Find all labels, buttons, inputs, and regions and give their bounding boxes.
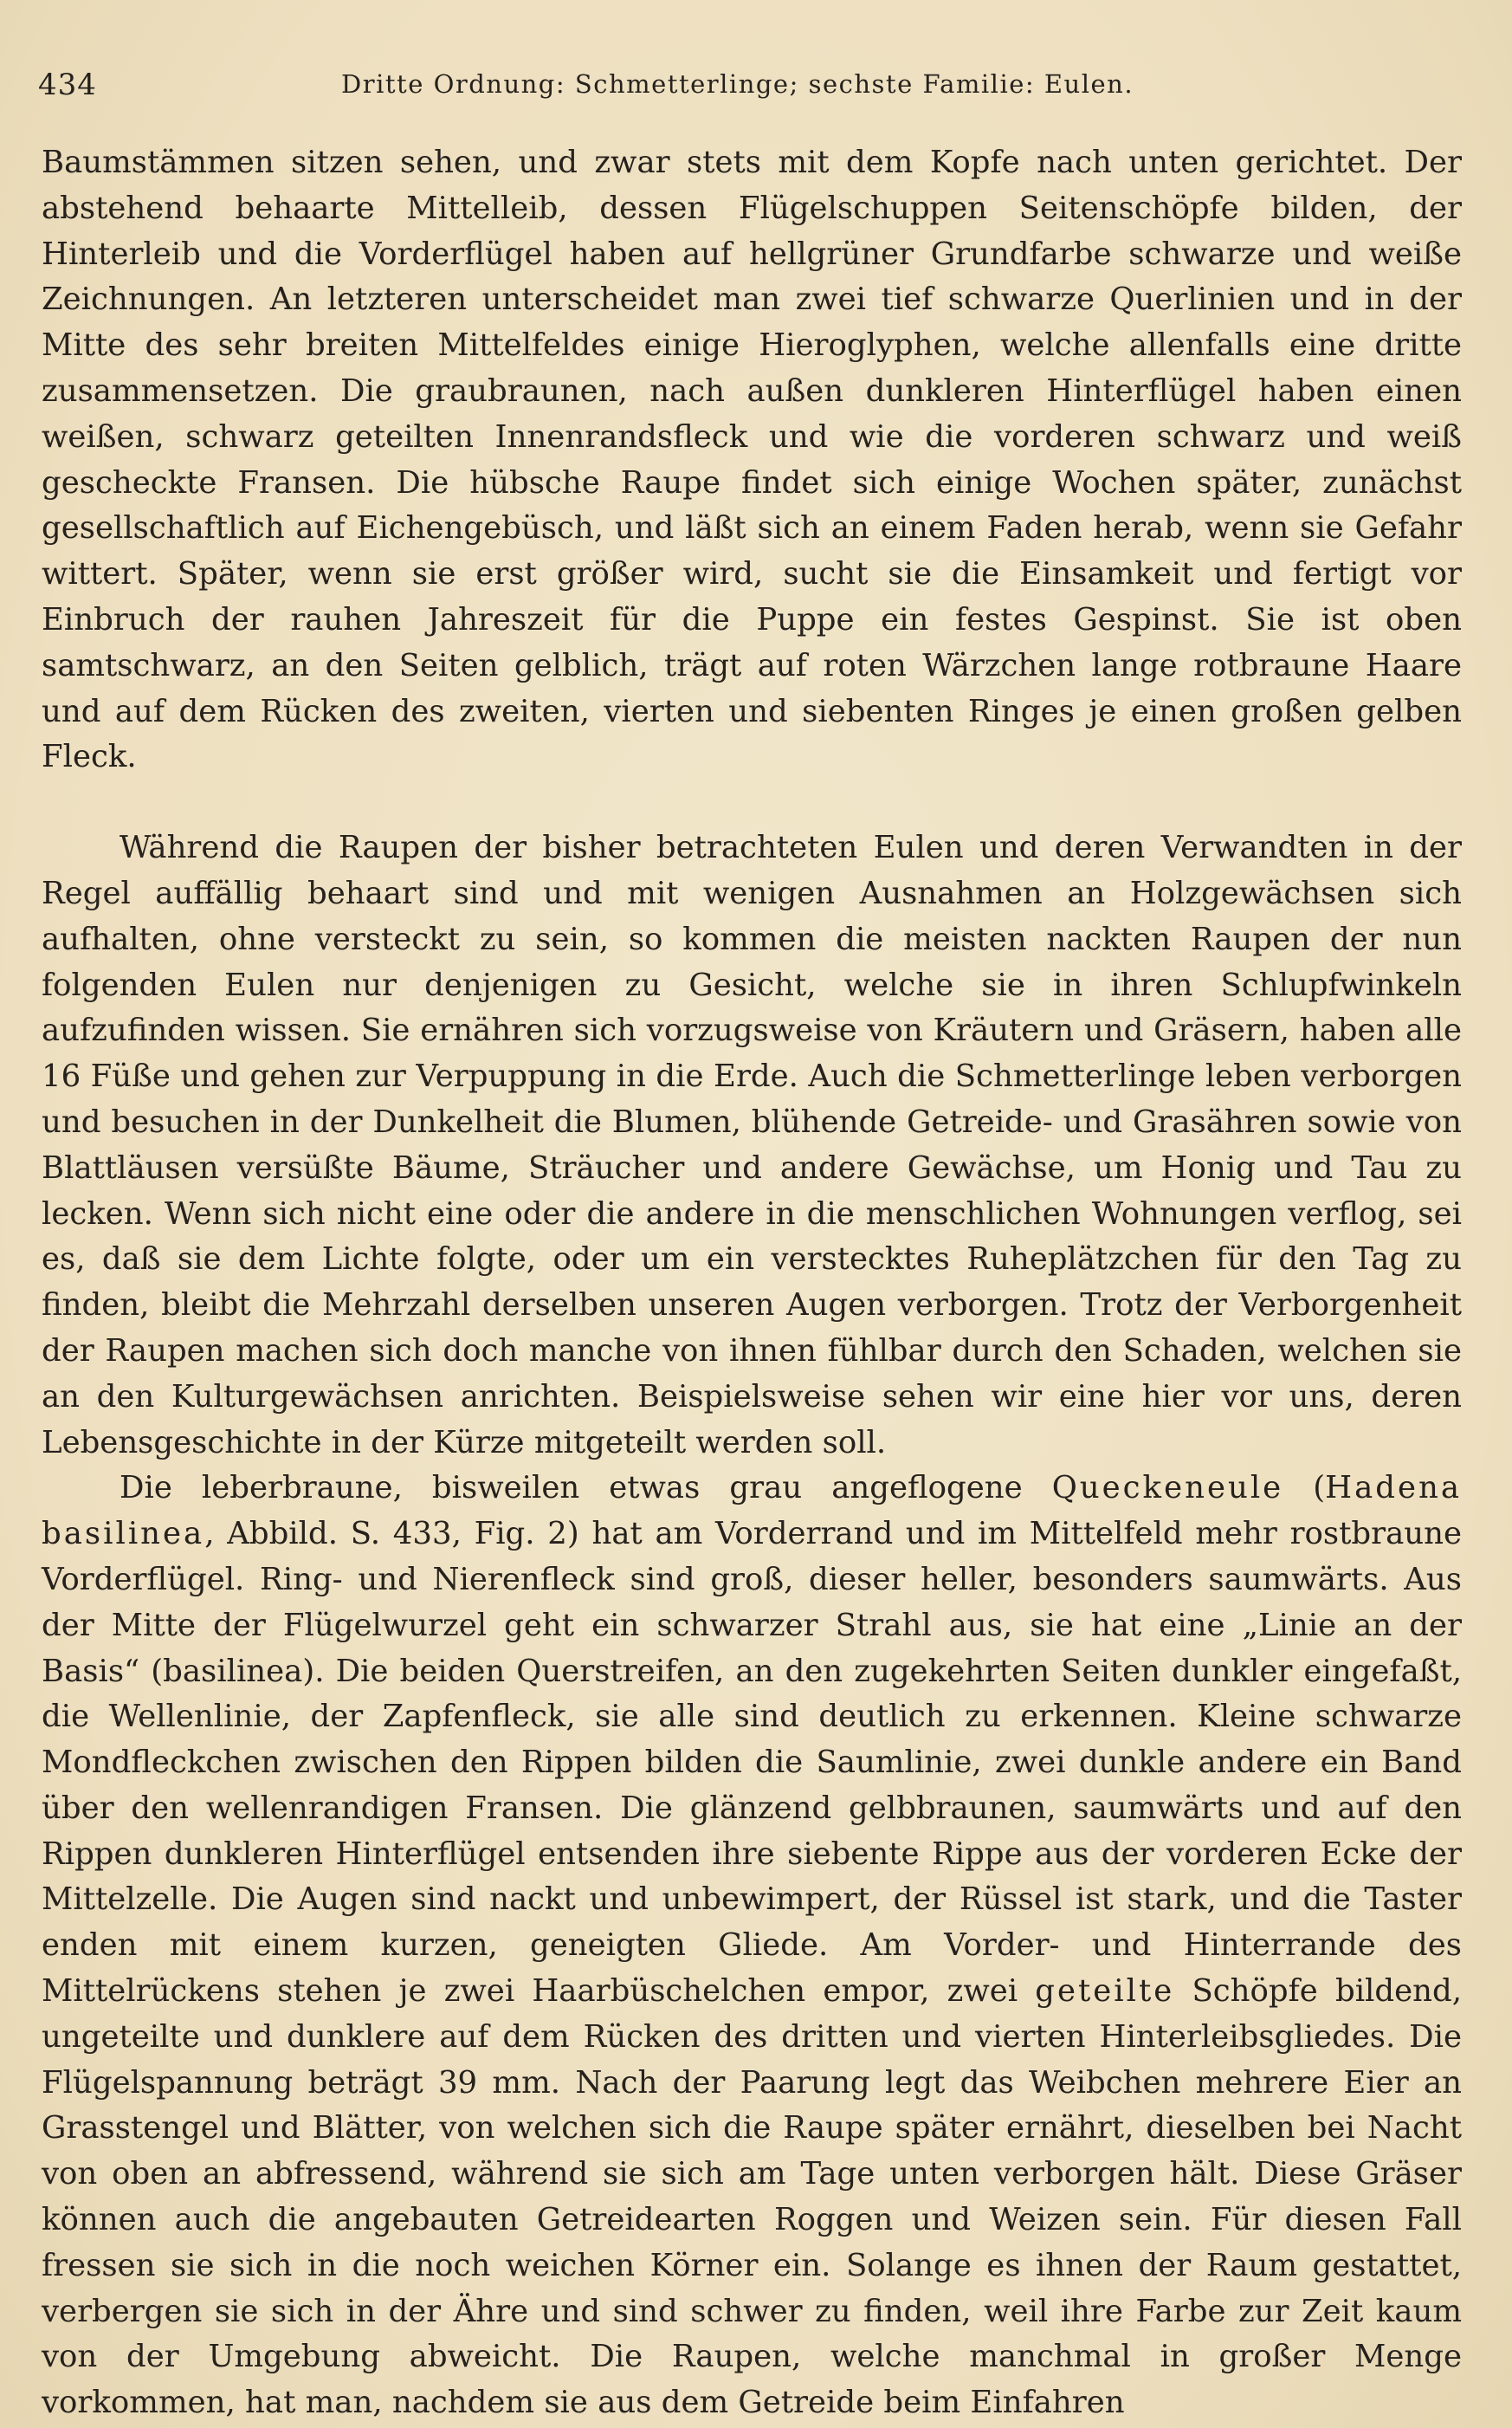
text-run: , Abbild. S. 433, Fig. 2) hat am Vorderrand und im Mittelfeld mehr rostbraune Vorderflügel. Ring- und Nierenfleck sind groß, dieser heller, besonders saumwärts. Aus der Mitte der Flügelwurzel geht ein schwarzer Strahl aus, sie hat eine „Linie an der Basis“ (basilinea). Die beiden Querstreifen, an den zugekehrten Seiten dunkler eingefaßt, die Wellenlinie, der Zapfenfleck, sie alle sind deutlich zu erkennen. Kleine schwarze Mondfleckchen zwischen den Rippen bilden die Saumlinie, zwei dunkle andere ein Band über den wellenrandigen Fransen. Die glänzend gelbbraunen, saumwärts und auf den Rippen dunkleren Hinterflügel entsenden ihre siebente Rippe aus der vorderen Ecke der Mittelzelle. Die Augen sind nackt und unbewimpert, der Rüssel ist stark, und die Taster enden mit einem kurzen, geneigten Gliede. Am Vorder- und Hinterrande des Mittelrückens stehen je zwei Haarbüschelchen empor, zwei bbox=[42, 1516, 1462, 2010]
text-run: Schöpfe bildend, ungeteilte und dunklere auf dem Rücken des dritten und vierten Hinterleibsgliedes. Die Flügelspannung beträgt 39 mm. Nach der Paarung legt das Weibchen mehrere Eier an Grasstengel und Blätter, von welchen sich die Raupe später ernährt, dieselben bei Nacht von oben an abfressend, während sie sich am Tage unten verborgen hält. Diese Gräser können auch die angebauten Getreidearten Roggen und Weizen sein. Für diesen Fall fressen sie sich in die noch weichen Körner ein. Solange es ihnen der Raum gestattet, verbergen sie sich in der Ähre und sind schwer zu finden, weil ihre Farbe zur Zeit kaum von der Umgebung abweicht. Die Raupen, welche manchmal in großer Menge vorkommen, hat man, nachdem sie aus dem Getreide beim Einfahren bbox=[42, 1973, 1463, 2421]
paragraph-3 bbox=[42, 1466, 1462, 2426]
spaced-term: Queckeneule bbox=[1051, 1470, 1284, 1506]
text-run: ( bbox=[1283, 1470, 1326, 1506]
spaced-term: geteilte bbox=[1035, 1973, 1175, 2010]
spaced-term: Hadena basilinea bbox=[42, 1470, 1463, 1552]
running-head: Dritte Ordnung: Schmetterlinge; sechste Familie: Eulen. bbox=[341, 69, 1134, 99]
paragraph-2 bbox=[42, 826, 1462, 1466]
page-number: 434 bbox=[38, 68, 97, 102]
text-run: Während die Raupen der bisher betrachteten Eulen und deren Verwandten in der Regel auffällig behaart sind und mit wenigen Ausnahmen an Holzgewächsen sich aufhalten, ohne versteckt zu sein, so kommen die meisten nackten Raupen der nun folgenden Eulen nur denjenigen zu Gesicht, welche sie in ihren Schlupfwinkeln aufzufinden wissen. Sie ernähren sich vorzugsweise von Kräutern und Gräsern, haben alle 16 Füße und gehen zur Verpuppung in die Erde. Auch die Schmetterlinge leben verborgen und besuchen in der Dunkelheit die Blumen, blühende Getreide- und Grasähren sowie von Blattläusen versüßte Bäume, Sträucher und andere Gewächse, um Honig und Tau zu lecken. Wenn sich nicht eine oder die andere in die menschlichen Wohnungen verflog, sei es, daß sie dem Lichte folgte, oder um ein verstecktes Ruheplätzchen für den Tag zu finden, bleibt die Mehrzahl derselben unseren Augen verborgen. Trotz der Verborgenheit der Raupen machen sich doch manche von ihnen fühlbar durch den Schaden, welchen sie an den Kulturgewächsen anrichten. Beispielsweise sehen wir eine hier vor uns, deren Lebensgeschichte in der Kürze mitgeteilt werden soll. bbox=[42, 830, 1462, 1460]
body-text bbox=[42, 140, 1462, 2426]
text-run: Die leberbraune, bisweilen etwas grau angeflogene bbox=[120, 1470, 1052, 1506]
page-header bbox=[38, 61, 1460, 113]
paragraph-1 bbox=[42, 140, 1462, 780]
text-run: Baumstämmen sitzen sehen, und zwar stets mit dem Kopfe nach unten gerichtet. Der abstehend behaarte Mittelleib, dessen Flügelschuppen Seitenschöpfe bilden, der Hinterleib und die Vorderflügel haben auf hellgrüner Grundfarbe schwarze und weiße Zeichnungen. An letzteren unterscheidet man zwei tief schwarze Querlinien und in der Mitte des sehr breiten Mittelfeldes einige Hieroglyphen, welche allenfalls eine dritte zusammensetzen. Die graubraunen, nach außen dunkleren Hinterflügel haben einen weißen, schwarz geteilten Innenrandsfleck und wie die vorderen schwarz und weiß gescheckte Fransen. Die hübsche Raupe findet sich einige Wochen später, zunächst gesellschaftlich auf Eichengebüsch, und läßt sich an einem Faden herab, wenn sie Gefahr wittert. Später, wenn sie erst größer wird, sucht sie die Einsamkeit und fertigt vor Einbruch der rauhen Jahreszeit für die Puppe ein festes Gespinst. Sie ist oben samtschwarz, an den Seiten gelblich, trägt auf roten Wärzchen lange rotbraune Haare und auf dem Rücken des zweiten, vierten und siebenten Ringes je einen großen gelben Fleck. bbox=[42, 145, 1462, 775]
